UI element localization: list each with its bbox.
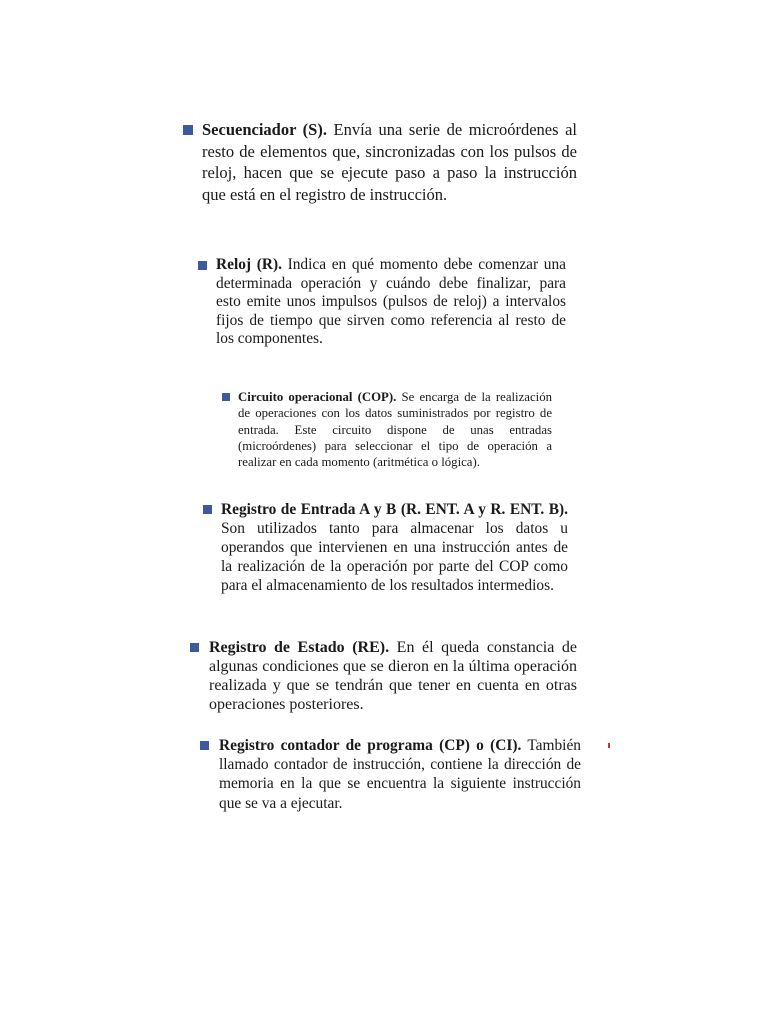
definition-text: Envía una serie de microórdenes al resto de elementos que, sincronizadas con los pulsos de reloj, hacen que se ejecute paso a paso la instrucción que está en el registro de instrucción. xyxy=(202,120,577,204)
definition-term: Registro de Entrada A y B (R. ENT. A y R. ENT. B). xyxy=(221,501,568,518)
definition-paragraph xyxy=(183,119,577,205)
definition-item-registro-entrada xyxy=(203,500,568,595)
square-bullet-icon xyxy=(222,393,230,401)
definition-term: Registro de Estado (RE). xyxy=(209,639,390,656)
definition-text: Indica en qué momento debe comenzar una determinada operación y cuándo debe finalizar, para esto emite unos impulsos (pulsos de reloj) a intervalos fijos de tiempo que sirven como referencia al resto de los componentes. xyxy=(216,256,566,347)
square-bullet-icon xyxy=(203,505,212,514)
square-bullet-icon xyxy=(200,741,209,750)
definition-paragraph xyxy=(198,256,566,349)
definition-item-secuenciador xyxy=(183,119,577,205)
definition-item-contador-programa xyxy=(200,736,581,813)
definition-term: Registro contador de programa (CP) o (CI). xyxy=(219,737,522,754)
square-bullet-icon xyxy=(190,643,199,652)
square-bullet-icon xyxy=(198,261,207,270)
definition-term: Circuito operacional (COP). xyxy=(238,390,397,404)
scan-mark xyxy=(608,743,610,748)
definition-term: Secuenciador (S). xyxy=(202,120,327,139)
definition-item-circuito-operacional xyxy=(222,389,552,470)
definition-text: En él queda constancia de algunas condiciones que se dieron en la última operación realizada y que se tendrán que tener en cuenta en otras operaciones posteriores. xyxy=(209,639,577,713)
definition-item-registro-estado xyxy=(190,638,577,714)
square-bullet-icon xyxy=(183,125,193,135)
definition-paragraph xyxy=(203,500,568,595)
definition-paragraph xyxy=(200,736,581,813)
definition-paragraph xyxy=(222,389,552,470)
definition-item-reloj xyxy=(198,256,566,349)
definition-paragraph xyxy=(190,638,577,714)
definition-text: Son utilizados tanto para almacenar los datos u operandos que intervienen en una instrucción antes de la realización de la operación por parte del COP como para el almacenamiento de los resultados intermedios. xyxy=(221,520,568,594)
definition-term: Reloj (R). xyxy=(216,256,282,273)
definition-text: Se encarga de la realización de operaciones con los datos suministrados por registro de entrada. Este circuito dispone de unas entradas (microórdenes) para seleccionar el tipo de operación a realizar en cada momento (aritmética o lógica). xyxy=(238,390,553,470)
definition-text: También llamado contador de instrucción, contiene la dirección de memoria en la que se encuentra la siguiente instrucción que se va a ejecutar. xyxy=(219,737,581,812)
